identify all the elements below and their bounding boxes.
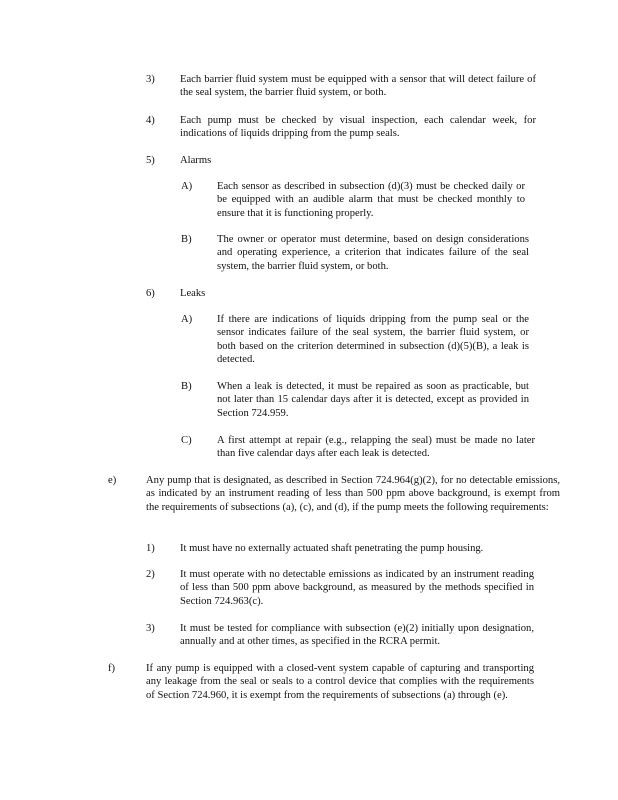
item-text: The owner or operator must determine, based on design considerations and operating experience, a criterion that indicates failure of the seal system, the barrier fluid system, or both. [217, 234, 529, 272]
item-text: A first attempt at repair (e.g., relapping the seal) must be made no later than five calendar days after each leak is detected. [217, 435, 535, 460]
item-text: If there are indications of liquids dripping from the pump seal or the sensor indicates failure of the seal system, the barrier fluid system, or both based on the criterion determined in subsection (d)(5)(B), a leak is detected. [217, 314, 529, 366]
item-label: B) [181, 234, 192, 245]
item-text: Each sensor as described in subsection (d)(3) must be checked daily or be equipped with an audible alarm that must be checked monthly to ensure that it is functioning properly. [217, 181, 525, 219]
item-label: 5) [146, 155, 155, 166]
item-text: Each barrier fluid system must be equipped with a sensor that will detect failure of the seal system, the barrier fluid system, or both. [180, 74, 536, 99]
item-text: Each pump must be checked by visual inspection, each calendar week, for indications of liquids dripping from the pump seals. [180, 115, 536, 140]
item-text: Any pump that is designated, as described in Section 724.964(g)(2), for no detectable emissions, as indicated by an instrument reading of less than 500 ppm above background, is exempt from the requirements of subsections (a), (c), and (d), if the pump meets the following requirements: [146, 475, 560, 513]
item-text: It must have no externally actuated shaft penetrating the pump housing. [180, 543, 484, 554]
item-label: 6) [146, 288, 155, 299]
item-text: If any pump is equipped with a closed-vent system capable of capturing and transporting any leakage from the seal or seals to a control device that complies with the requirements of Section 724.960, it is exempt from the requirements of subsections (a) through (e). [146, 663, 534, 701]
item-text: When a leak is detected, it must be repaired as soon as practicable, but not later than 15 calendar days after it is detected, except as provided in Section 724.959. [217, 381, 529, 419]
item-label: e) [108, 475, 117, 486]
item-label: B) [181, 381, 192, 392]
item-text: It must be tested for compliance with subsection (e)(2) initially upon designation, annually and at other times, as specified in the RCRA permit. [180, 623, 534, 648]
item-text: Leaks [180, 288, 206, 299]
item-label: 2) [146, 569, 155, 580]
item-label: 1) [146, 543, 155, 554]
item-label: 3) [146, 74, 155, 85]
item-text: Alarms [180, 155, 212, 166]
item-label: A) [181, 314, 193, 325]
item-text: It must operate with no detectable emissions as indicated by an instrument reading of less than 500 ppm above background, as measured by the methods specified in Section 724.963(c). [180, 569, 534, 607]
item-label: 4) [146, 115, 155, 126]
item-label: 3) [146, 623, 155, 634]
item-label: A) [181, 181, 193, 192]
item-label: f) [108, 663, 116, 674]
item-label: C) [181, 435, 192, 446]
